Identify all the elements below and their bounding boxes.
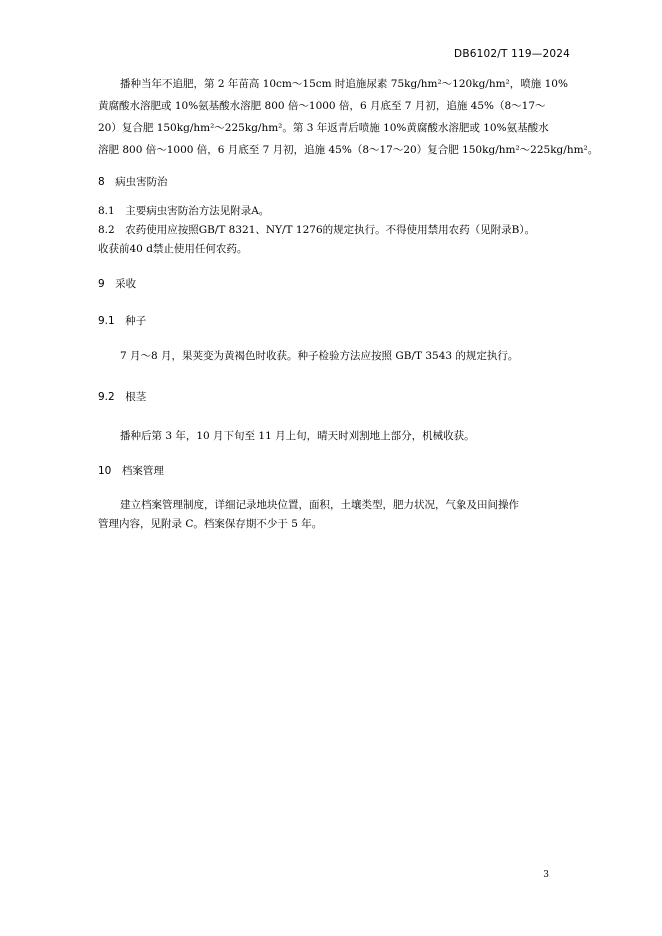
section-9-heading: 9 采收 xyxy=(98,278,137,290)
fertilize-line-1: 播种当年不追肥，第 2 年苗高 10cm～15cm 时追施尿素 75kg/hm²～120kg/hm²，喷施 10% xyxy=(120,78,568,90)
section-9-1-text: 7 月～8 月，果荚变为黄褐色时收获。种子检验方法应按照 GB/T 3543 的规定执行。 xyxy=(120,350,519,362)
section-10-line-1: 建立档案管理制度，详细记录地块位置，面积，土壤类型，肥力状况，气象及田间操作 xyxy=(120,499,519,511)
section-10-heading: 10 档案管理 xyxy=(98,465,164,477)
section-10-line-2: 管理内容，见附录 C。档案保存期不少于 5 年。 xyxy=(98,518,323,530)
section-8-2-line-2: 收获前40 d禁止使用任何农药。 xyxy=(98,243,248,255)
section-8-2-line-1: 8.2 农药使用应按照GB/T 8321、NY/T 1276的规定执行。不得使用禁用农药（见附录B）。 xyxy=(98,224,536,236)
fertilize-line-2: 黄腐酸水溶肥或 10%氨基酸水溶肥 800 倍～1000 倍，6 月底至 7 月初，追施 45%（8～17～ xyxy=(98,100,546,112)
fertilize-line-3: 20）复合肥 150kg/hm²～225kg/hm²。第 3 年返青后喷施 10%黄腐酸水溶肥或 10%氨基酸水 xyxy=(98,122,549,134)
section-9-2-text: 播种后第 3 年，10 月下旬至 11 月上旬，晴天时刈割地上部分，机械收获。 xyxy=(120,430,475,442)
section-9-1-heading: 9.1 种子 xyxy=(98,315,147,327)
section-8-1: 8.1 主要病虫害防治方法见附录A。 xyxy=(98,205,270,217)
section-8-heading: 8 病虫害防治 xyxy=(98,176,168,188)
section-9-2-heading: 9.2 根茎 xyxy=(98,391,147,403)
document-id-header: DB6102/T 119—2024 xyxy=(454,48,570,60)
fertilize-line-4: 溶肥 800 倍～1000 倍，6 月底至 7 月初，追施 45%（8～17～20）复合肥 150kg/hm²～225kg/hm²。 xyxy=(98,144,599,156)
page-number: 3 xyxy=(543,870,549,880)
